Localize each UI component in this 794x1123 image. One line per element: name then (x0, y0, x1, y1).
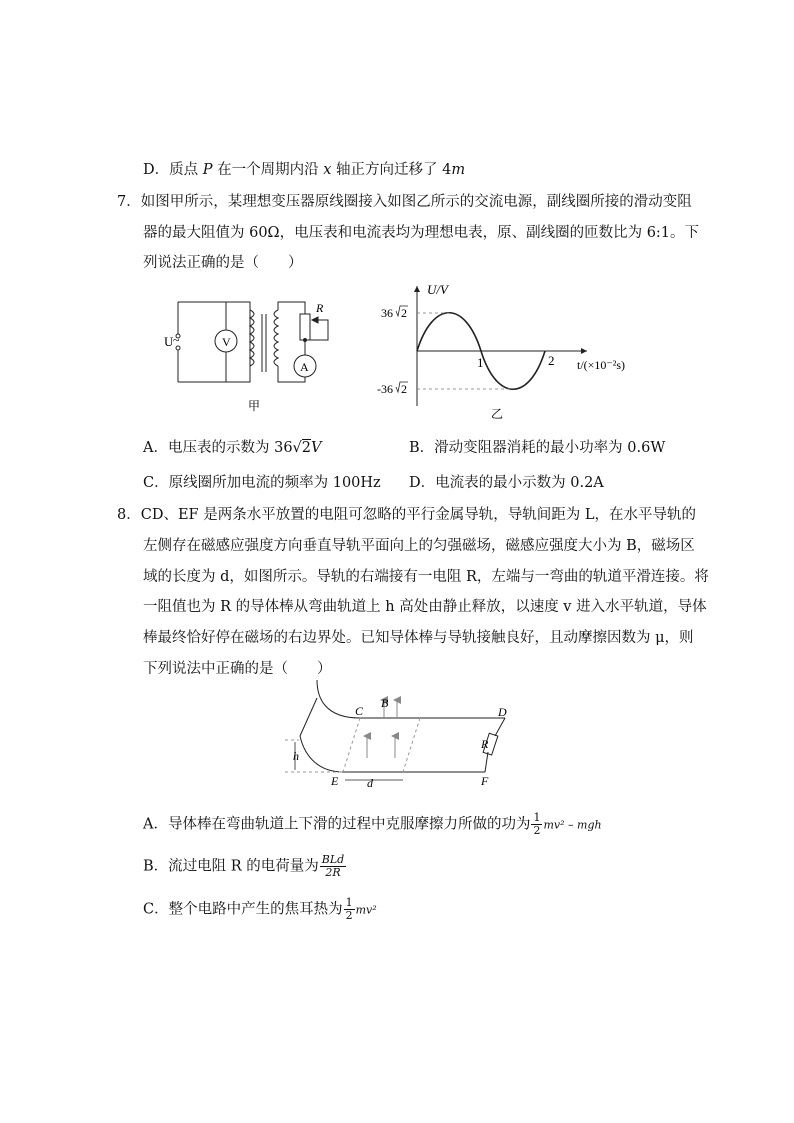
q8-stem-line3: 域的长度为 d，如图所示。导轨的右端接有一电阻 R，左端与一弯曲的轨道平滑连接。将 (143, 569, 709, 585)
ammeter-label: A (300, 360, 309, 374)
option-text: 整个电路中产生的焦耳热为 (168, 901, 343, 918)
option-text: 滑动变阻器消耗的最小功率为 0.6W (434, 440, 666, 456)
voltmeter-label: V (222, 335, 231, 349)
y-tick-bottom-sqrt: 2 (401, 382, 407, 396)
q8-stem-line2: 左侧存在磁感应强度方向垂直导轨平面向上的匀强磁场，磁感应强度大小为 B，磁场区 (143, 538, 695, 554)
resistor-R: R (481, 737, 489, 751)
formula-tail: mv² – mgh (543, 818, 602, 832)
fraction-numerator: 1 (345, 896, 353, 909)
q8-stem-line5: 棒最终恰好停在磁场的右边界处。已知导体棒与导轨接触良好，且动摩擦因数为 μ，则 (143, 630, 694, 646)
stem-text: 如图甲所示，某理想变压器原线圈接入如图乙所示的交流电源，副线圈所接的滑动变阻 (140, 194, 692, 210)
option-label: D． (409, 475, 436, 491)
fraction (320, 854, 346, 879)
fraction-denominator: 2 (345, 909, 353, 922)
y-axis-label: U/V (427, 282, 448, 297)
q7-option-d (409, 471, 604, 492)
figure-caption-yi: 乙 (491, 407, 504, 421)
q7-option-c (143, 471, 381, 492)
q8-figure-rails (285, 678, 525, 790)
sqrt-radicand: 2 (301, 440, 312, 456)
q8-stem-line1 (117, 503, 696, 524)
q6-option-d (143, 158, 465, 179)
q7-stem-line1 (117, 190, 692, 211)
q7-figure-jia (160, 292, 360, 422)
fraction-numerator: BLd (321, 853, 345, 866)
q7-figure-yi (375, 278, 645, 426)
sqrt-symbol: √ (292, 440, 302, 456)
option-label: A． (143, 816, 168, 833)
fraction-numerator: 1 (533, 811, 541, 824)
y-tick-top: 36 (381, 306, 393, 320)
figure-caption-jia: 甲 (248, 399, 261, 413)
option-text: 电流表的最小示数为 0.2A (435, 475, 604, 491)
option-label: D． (143, 162, 170, 178)
option-label: C． (143, 475, 169, 491)
var-P: P (202, 162, 213, 178)
point-F: F (481, 774, 489, 788)
unit-V: V (311, 440, 322, 456)
option-label: B． (143, 858, 169, 875)
unit-m: m (451, 162, 466, 178)
option-text: 轴正方向迁移了 4 (331, 162, 452, 178)
field-B: B (381, 696, 389, 710)
source-tilde: ~ (173, 333, 180, 347)
fraction (344, 897, 355, 922)
point-E: E (331, 774, 339, 788)
q7-option-b (409, 436, 665, 457)
q8-option-c (143, 897, 377, 922)
option-text: 流过电阻 R 的电荷量为 (168, 858, 319, 875)
option-label: A． (143, 440, 168, 456)
var-x: x (323, 162, 332, 178)
point-D: D (498, 705, 507, 719)
x-tick-1: 1 (477, 355, 484, 370)
y-tick-bottom: -36 (377, 382, 393, 396)
q8-option-a (143, 812, 602, 837)
q8-option-b (143, 854, 347, 879)
q7-option-a (143, 436, 322, 457)
y-tick-top-sqrt: 2 (401, 306, 407, 320)
point-C: C (355, 704, 364, 718)
option-text: 原线圈所加电流的频率为 100Hz (168, 475, 381, 491)
formula-tail: mv² (355, 903, 377, 917)
source-label-U: U (164, 334, 174, 349)
x-axis-label: t/(×10⁻²s) (577, 358, 626, 372)
q8-stem-line6: 下列说法中正确的是（ ） (143, 661, 332, 677)
option-label: C． (143, 901, 169, 918)
option-text: 导体棒在弯曲轨道上下滑的过程中克服摩擦力所做的功为 (167, 816, 531, 833)
x-tick-2: 2 (548, 353, 555, 368)
option-text: 在一个周期内沿 (212, 162, 324, 178)
q7-stem-line3: 列说法正确的是（ ） (143, 255, 303, 271)
stem-text: CD、EF 是两条水平放置的电阻可忽略的平行金属导轨，导轨间距为 L，在水平导轨的 (140, 507, 696, 523)
q8-stem-line4: 一阻值也为 R 的导体棒从弯曲轨道上 h 高处由静止释放，以速度 v 进入水平轨道，导体 (143, 599, 707, 615)
rheostat-label: R (316, 301, 324, 315)
option-text: 电压表的示数为 36 (167, 440, 293, 456)
question-number: 7． (117, 194, 141, 210)
length-d: d (367, 776, 373, 790)
fraction (531, 812, 542, 837)
option-label: B． (409, 440, 435, 456)
question-number: 8． (117, 507, 141, 523)
fraction-denominator: 2R (325, 866, 341, 879)
q7-stem-line2: 器的最大阻值为 60Ω，电压表和电流表均为理想电表，原、副线圈的匝数比为 6:1。下 (143, 225, 700, 241)
option-text: 质点 (169, 162, 203, 178)
fraction-denominator: 2 (533, 824, 541, 837)
height-h: h (293, 749, 299, 763)
